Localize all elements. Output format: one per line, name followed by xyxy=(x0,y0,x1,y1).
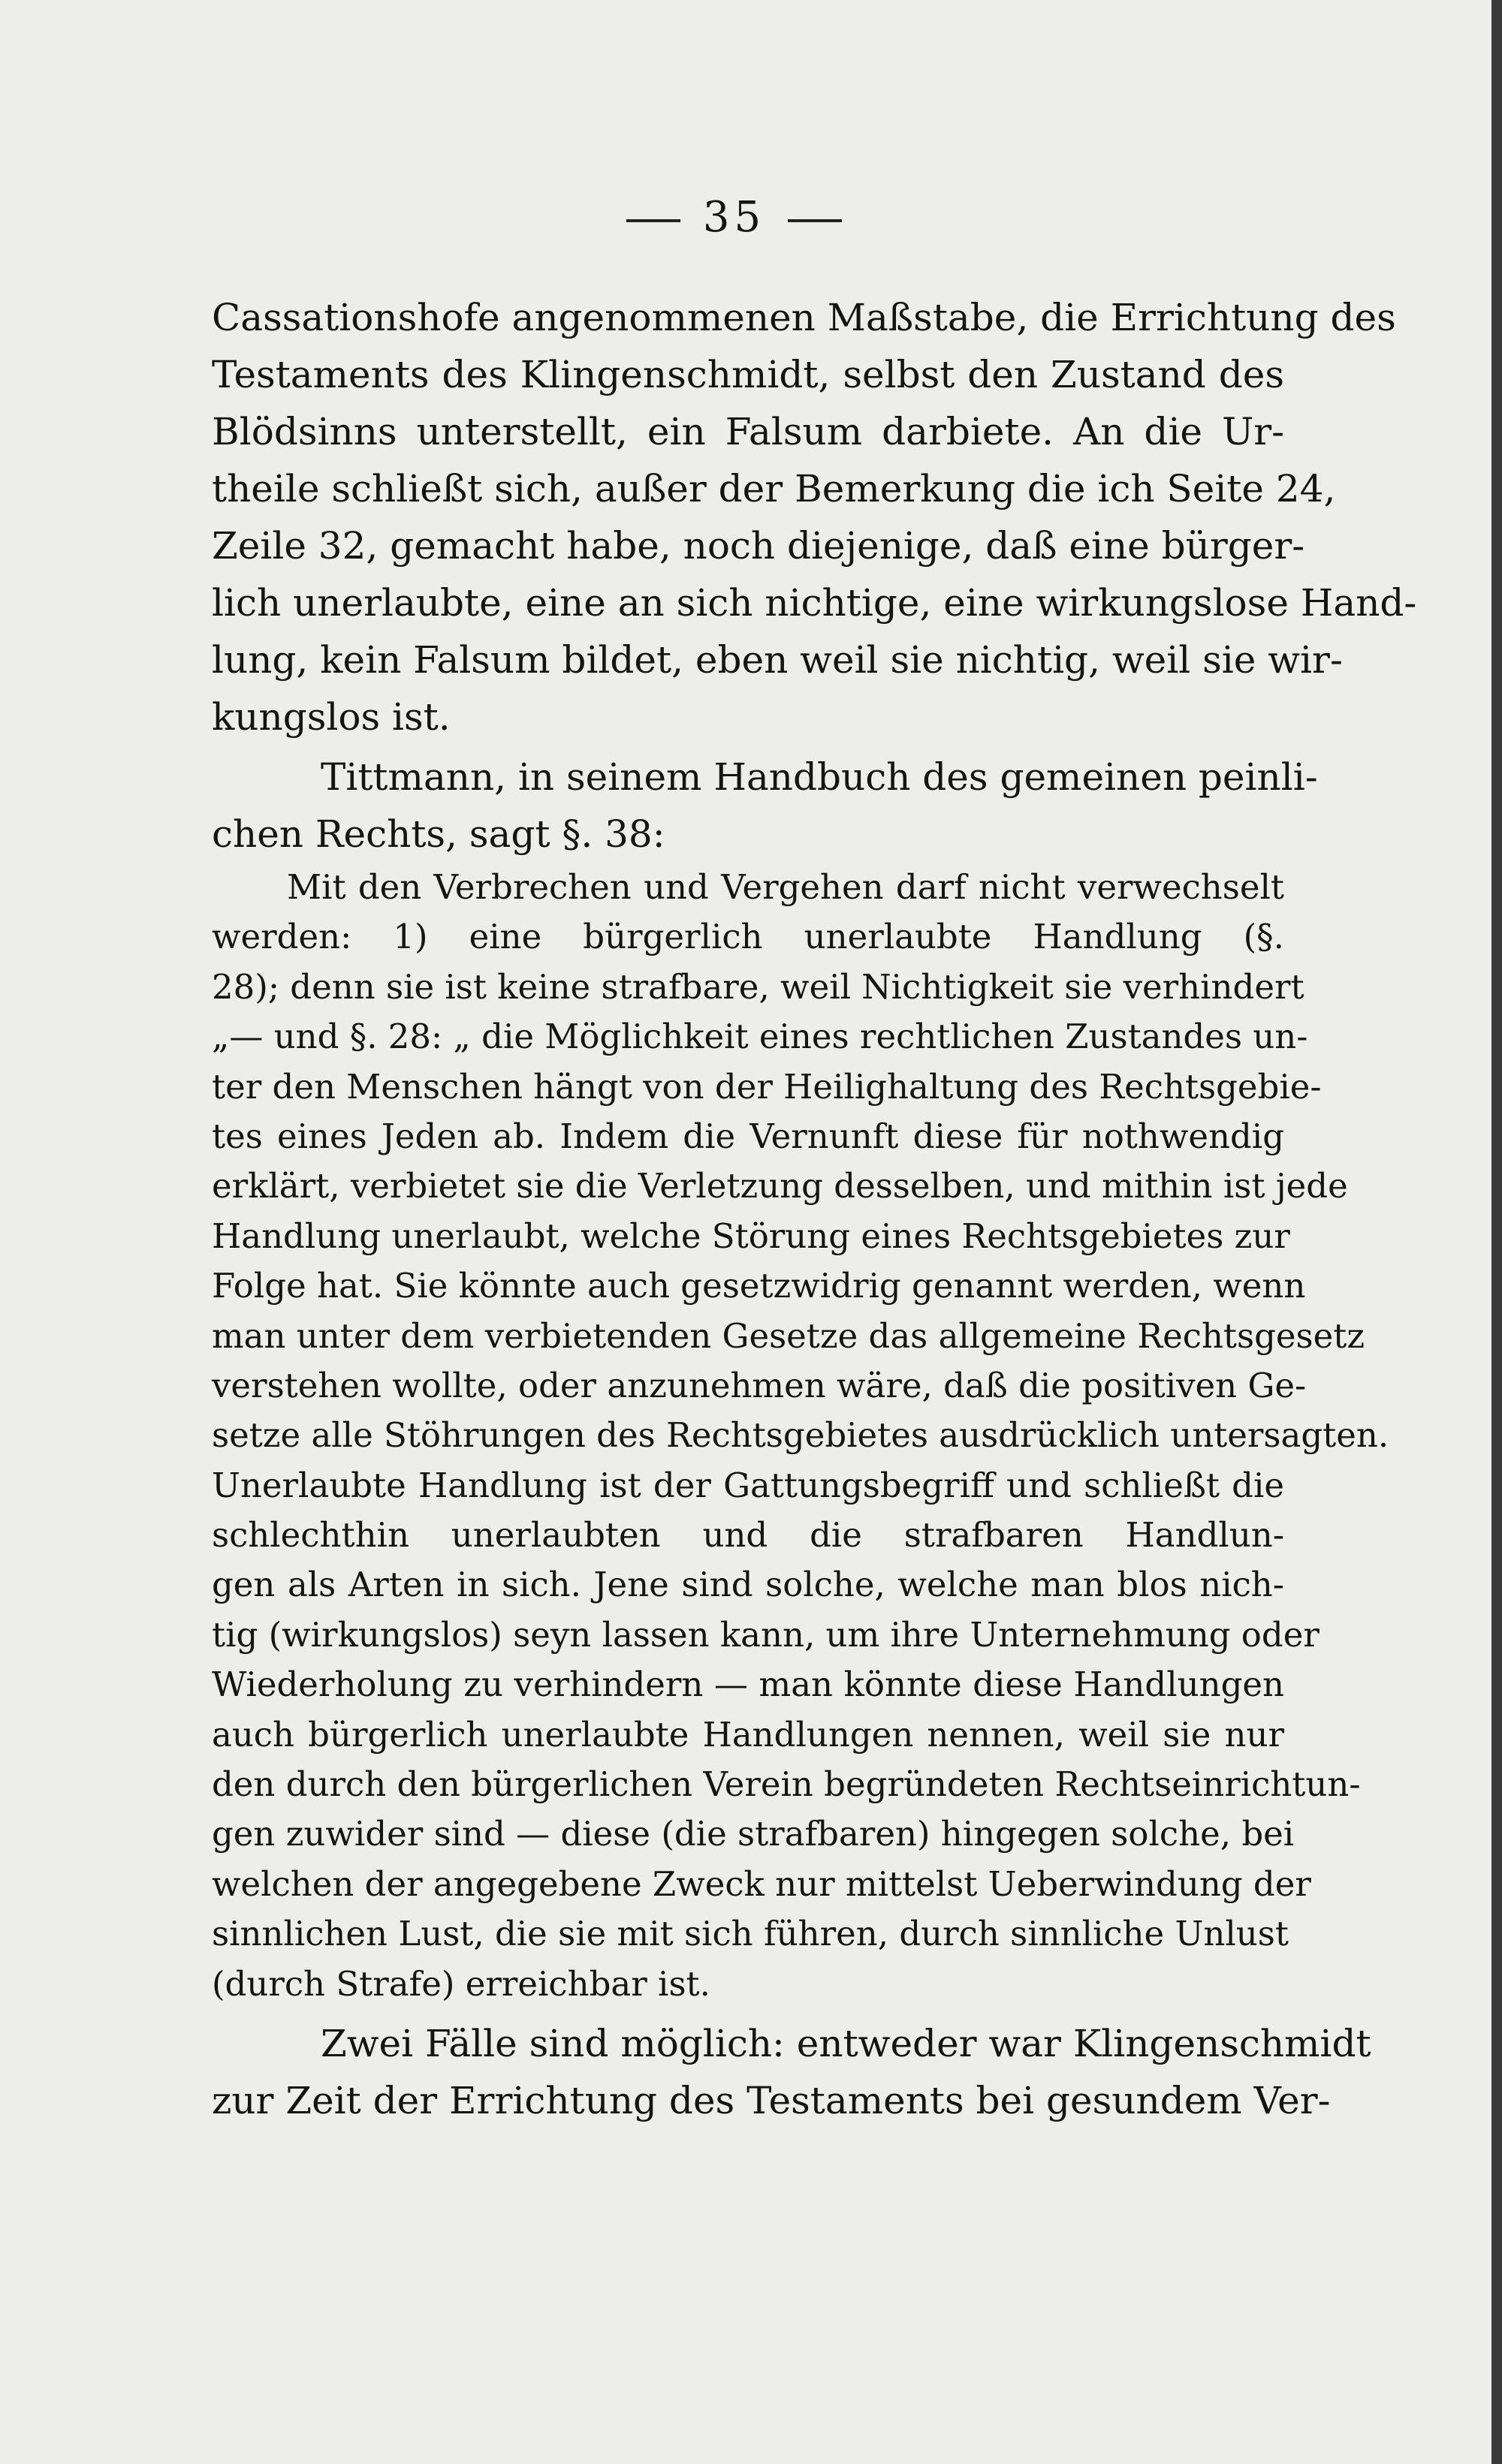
quote-line: man unter dem verbietenden Gesetze das allgemeine Rechtsgesetz xyxy=(212,1315,1365,1356)
text-line: chen Rechts, sagt §. 38: xyxy=(212,812,665,856)
paragraph-3 xyxy=(212,2015,1371,2129)
quote-line: erklärt, verbietet sie die Verletzung desselben, und mithin ist jede xyxy=(212,1166,1348,1206)
page-text xyxy=(212,289,1417,2129)
text-line: Blödsinns unterstellt, ein Falsum darbiete. An die Ur- xyxy=(212,410,1284,453)
page-header xyxy=(0,191,1468,244)
block-quote xyxy=(212,863,1389,2009)
quote-line: den durch den bürgerlichen Verein begründeten Rechtseinrichtun- xyxy=(212,1764,1361,1805)
quote-line: werden: 1) eine bürgerlich unerlaubte Handlung (§. xyxy=(212,917,1284,957)
text-line: theile schließt sich, außer der Bemerkung die ich Seite 24, xyxy=(212,467,1336,511)
quote-line: Mit den Verbrechen und Vergehen darf nicht verwechselt xyxy=(287,867,1284,907)
quote-line: Unerlaubte Handlung ist der Gattungsbegriff und schließt die xyxy=(212,1465,1284,1505)
text-line: Zeile 32, gemacht habe, noch diejenige, daß eine bürger- xyxy=(212,524,1305,568)
quote-line: ter den Menschen hängt von der Heilighaltung des Rechtsgebie- xyxy=(212,1066,1322,1107)
text-line: Zwei Fälle sind möglich: entweder war Klingenschmidt xyxy=(321,2021,1371,2065)
quote-line: tes eines Jeden ab. Indem die Vernunft diese für nothwendig xyxy=(212,1116,1284,1156)
text-line: Testaments des Klingenschmidt, selbst den Zustand des xyxy=(212,353,1284,396)
quote-line: auch bürgerlich unerlaubte Handlungen nennen, weil sie nur xyxy=(212,1714,1284,1755)
text-line: kungslos ist. xyxy=(212,695,451,739)
quote-line: gen zuwider sind — diese (die strafbaren) hingegen solche, bei xyxy=(212,1814,1295,1854)
header-dash-right xyxy=(788,219,842,222)
quote-line: sinnlichen Lust, die sie mit sich führen, durch sinnliche Unlust xyxy=(212,1914,1289,1954)
text-line: lung, kein Falsum bildet, eben weil sie nichtig, weil sie wir- xyxy=(212,638,1343,682)
quote-line: (durch Strafe) erreichbar ist. xyxy=(212,1963,710,2004)
quote-line: 28); denn sie ist keine strafbare, weil Nichtigkeit sie verhindert xyxy=(212,966,1304,1007)
quote-line: „— und §. 28: „ die Möglichkeit eines rechtlichen Zustandes un- xyxy=(212,1017,1308,1057)
quote-line: setze alle Stöhrungen des Rechtsgebietes ausdrücklich untersagten. xyxy=(212,1415,1389,1456)
quote-line: schlechthin unerlaubten und die strafbaren Handlun- xyxy=(212,1515,1284,1556)
quote-line: welchen der angegebene Zweck nur mittelst Ueberwindung der xyxy=(212,1863,1311,1904)
text-line: Tittmann, in seinem Handbuch des gemeinen peinli- xyxy=(321,755,1318,799)
page-edge-shadow xyxy=(1491,0,1502,2464)
quote-line: tig (wirkungslos) seyn lassen kann, um ihre Unternehmung oder xyxy=(212,1614,1320,1655)
text-line: lich unerlaubte, eine an sich nichtige, eine wirkungslose Hand- xyxy=(212,581,1417,625)
page-number: 35 xyxy=(702,193,766,242)
quote-line: verstehen wollte, oder anzunehmen wäre, daß die positiven Ge- xyxy=(212,1365,1307,1405)
quote-line: Handlung unerlaubt, welche Störung eines Rechtsgebietes zur xyxy=(212,1215,1290,1256)
quote-line: Wiederholung zu verhindern — man könnte diese Handlungen xyxy=(212,1664,1284,1705)
text-line: Cassationshofe angenommenen Maßstabe, die Errichtung des xyxy=(212,296,1396,339)
paragraph-2 xyxy=(212,749,1318,863)
quote-line: gen als Arten in sich. Jene sind solche, welche man blos nich- xyxy=(212,1565,1284,1605)
quote-line: Folge hat. Sie könnte auch gesetzwidrig genannt werden, wenn xyxy=(212,1266,1306,1306)
paragraph-1 xyxy=(212,289,1417,746)
text-line: zur Zeit der Errichtung des Testaments bei gesundem Ver- xyxy=(212,2078,1331,2122)
header-dash-left xyxy=(626,219,680,222)
